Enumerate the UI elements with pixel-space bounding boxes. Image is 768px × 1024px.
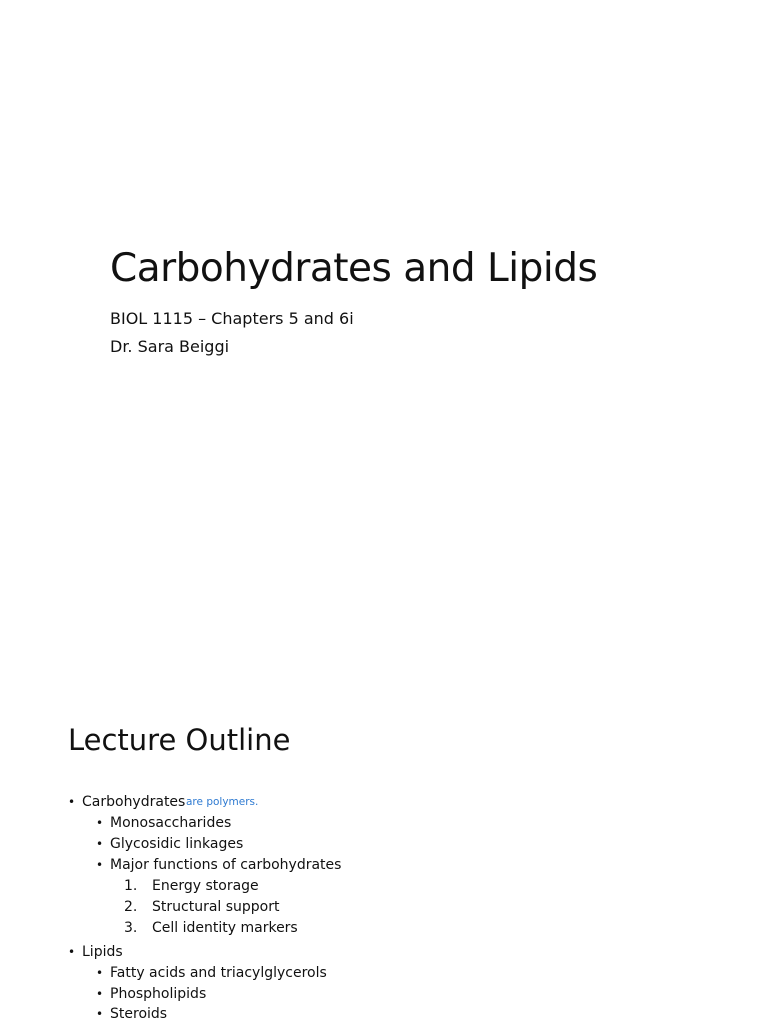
list-number: 3.: [124, 920, 138, 936]
bullet-icon: •: [96, 1007, 104, 1021]
bullet-icon: •: [96, 858, 104, 872]
outline-subitem-major-functions: Major functions of carbohydrates: [110, 857, 342, 873]
bullet-icon: •: [96, 837, 104, 851]
bullet-icon: •: [96, 816, 104, 830]
bullet-icon: •: [96, 966, 104, 980]
function-cell-identity-markers: Cell identity markers: [152, 920, 298, 936]
outline-subitem-steroids: Steroids: [110, 1006, 168, 1022]
outline-subitem-phospholipids: Phospholipids: [110, 986, 207, 1002]
outline-subitem-monosaccharides: Monosaccharides: [110, 815, 232, 831]
outline-heading: Lecture Outline: [68, 723, 291, 757]
bullet-icon: •: [96, 987, 104, 1001]
course-subtitle: BIOL 1115 – Chapters 5 and 6i: [110, 309, 354, 328]
outline-item-lipids: Lipids: [82, 944, 123, 960]
list-number: 1.: [124, 878, 138, 894]
handwritten-annotation: are polymers.: [186, 796, 259, 808]
bullet-icon: •: [68, 795, 76, 809]
bullet-icon: •: [68, 945, 76, 959]
outline-subitem-glycosidic-linkages: Glycosidic linkages: [110, 836, 244, 852]
outline-item-carbohydrates: Carbohydrates: [82, 794, 186, 810]
outline-subitem-fatty-acids: Fatty acids and triacylglycerols: [110, 965, 327, 981]
function-energy-storage: Energy storage: [152, 878, 259, 894]
instructor-name: Dr. Sara Beiggi: [110, 337, 230, 356]
slide-title: Carbohydrates and Lipids: [110, 246, 598, 291]
function-structural-support: Structural support: [152, 899, 280, 915]
list-number: 2.: [124, 899, 138, 915]
